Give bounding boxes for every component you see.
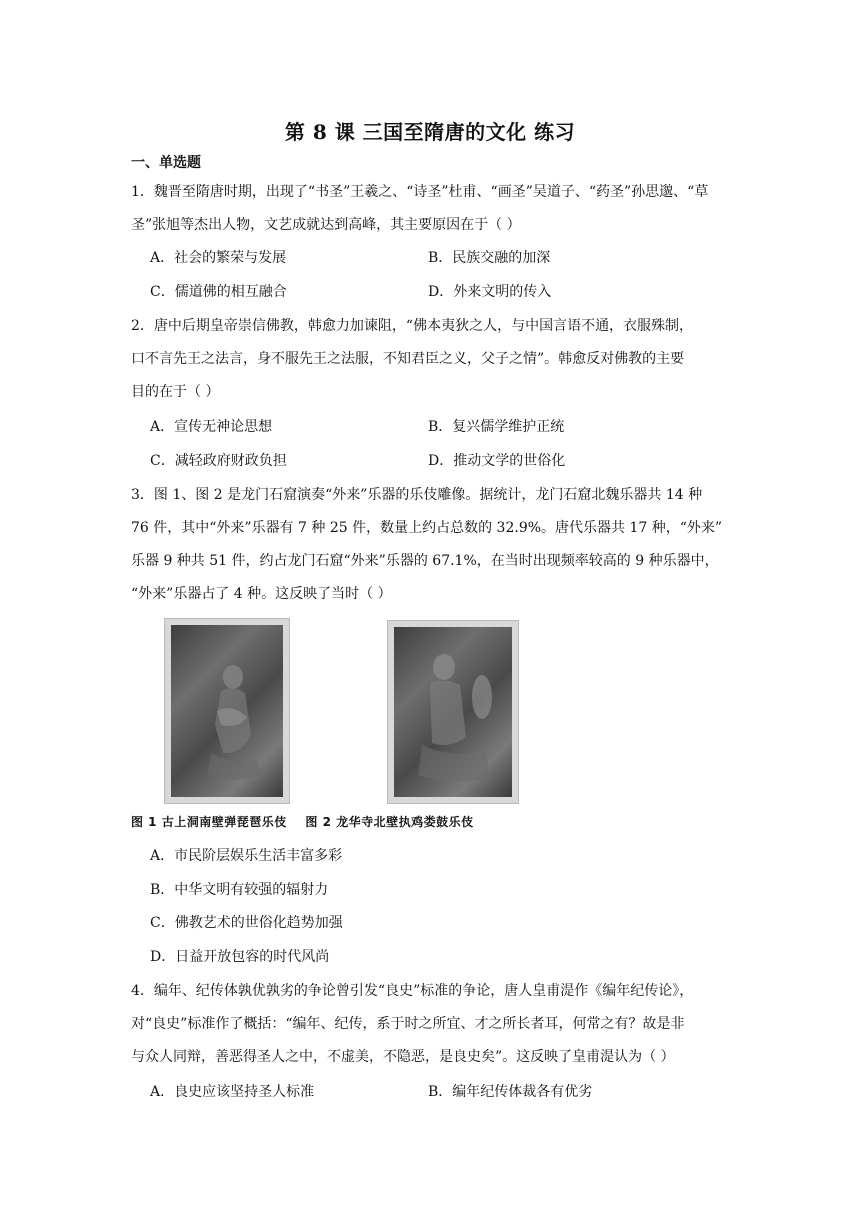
question-4-option-a[interactable]: A．良史应该坚持圣人标准: [150, 1084, 315, 1100]
question-3-line: 3．图 1、图 2 是龙门石窟演奏“外来”乐器的乐伎雕像。据统计，龙门石窟北魏乐器共 14 种: [131, 487, 703, 503]
question-1-line: 圣”张旭等杰出人物，文艺成就达到高峰，其主要原因在于（ ）: [131, 217, 521, 233]
question-4-option-b[interactable]: B．编年纪传体裁各有优劣: [428, 1084, 593, 1100]
question-2-option-b[interactable]: B．复兴儒学维护正统: [428, 419, 565, 435]
figure-1-relief: [171, 625, 283, 797]
question-4-stem: [131, 975, 729, 1074]
figure-captions: [131, 813, 488, 830]
question-2-line: 口不言先王之法言，身不服先王之法服，不知君臣之义，父子之情”。韩愈反对佛教的主要: [131, 351, 685, 367]
question-2-line: 2．唐中后期皇帝崇信佛教，韩愈力加谏阻，“佛本夷狄之人，与中国言语不通，衣服殊制，: [131, 318, 694, 334]
question-3-line: 乐器 9 种共 51 件，约占龙门石窟“外来”乐器的 67.1%，在当时出现频率较高的 9 种乐器中，: [131, 553, 719, 569]
question-2-line: 目的在于（ ）: [131, 384, 220, 400]
question-2-stem: [131, 310, 729, 409]
question-3-option-a[interactable]: A．市民阶层娱乐生活丰富多彩: [150, 848, 343, 864]
figure-1-image: [164, 618, 290, 804]
question-2-option-a[interactable]: A．宣传无神论思想: [150, 419, 273, 435]
figure-2-image: [387, 620, 519, 804]
question-1-stem: [131, 176, 729, 242]
question-1-option-a[interactable]: A．社会的繁荣与发展: [150, 250, 287, 266]
question-3-line: “外来”乐器占了 4 种。这反映了当时（ ）: [131, 586, 392, 602]
figure-1-caption: 图 1 古上洞南壁弹琵琶乐伎: [131, 815, 287, 829]
question-1-option-d[interactable]: D．外来文明的传入: [428, 284, 552, 300]
question-3-option-b[interactable]: B．中华文明有较强的辐射力: [150, 882, 329, 898]
question-1-line: 1．魏晋至隋唐时期，出现了“书圣”王羲之、“诗圣”杜甫、“画圣”吴道子、“药圣”孙思邈、“草: [131, 184, 709, 200]
section-heading: 一、单选题: [131, 155, 201, 171]
question-1-option-b[interactable]: B．民族交融的加深: [428, 250, 551, 266]
question-3-line: 76 件，其中“外来”乐器有 7 种 25 件，数量上约占总数的 32.9%。唐代乐器共 17 种，“外来”: [131, 520, 723, 536]
figure-2-relief: [394, 627, 512, 797]
question-4-line: 4．编年、纪传体孰优孰劣的争论曾引发“良史”标准的争论，唐人皇甫湜作《编年纪传论》，: [131, 983, 694, 999]
question-1-option-c[interactable]: C．儒道佛的相互融合: [150, 284, 287, 300]
figure-2-caption: 图 2 龙华寺北壁执鸡娄鼓乐伎: [305, 815, 474, 829]
question-2-option-d[interactable]: D．推动文学的世俗化: [428, 453, 566, 469]
question-3-option-d[interactable]: D．日益开放包容的时代风尚: [150, 949, 330, 965]
question-4-line: 与众人同辩，善恶得圣人之中，不虚美，不隐恶，是良史矣”。这反映了皇甫湜认为（ ）: [131, 1049, 675, 1065]
page-title: 第 8 课 三国至隋唐的文化 练习: [284, 120, 576, 144]
question-3-stem: [131, 479, 729, 611]
question-2-option-c[interactable]: C．减轻政府财政负担: [150, 453, 287, 469]
question-3-option-c[interactable]: C．佛教艺术的世俗化趋势加强: [150, 915, 343, 931]
question-4-line: 对“良史”标准作了概括：“编年、纪传，系于时之所宜、才之所长者耳，何常之有？故是非: [131, 1016, 685, 1032]
